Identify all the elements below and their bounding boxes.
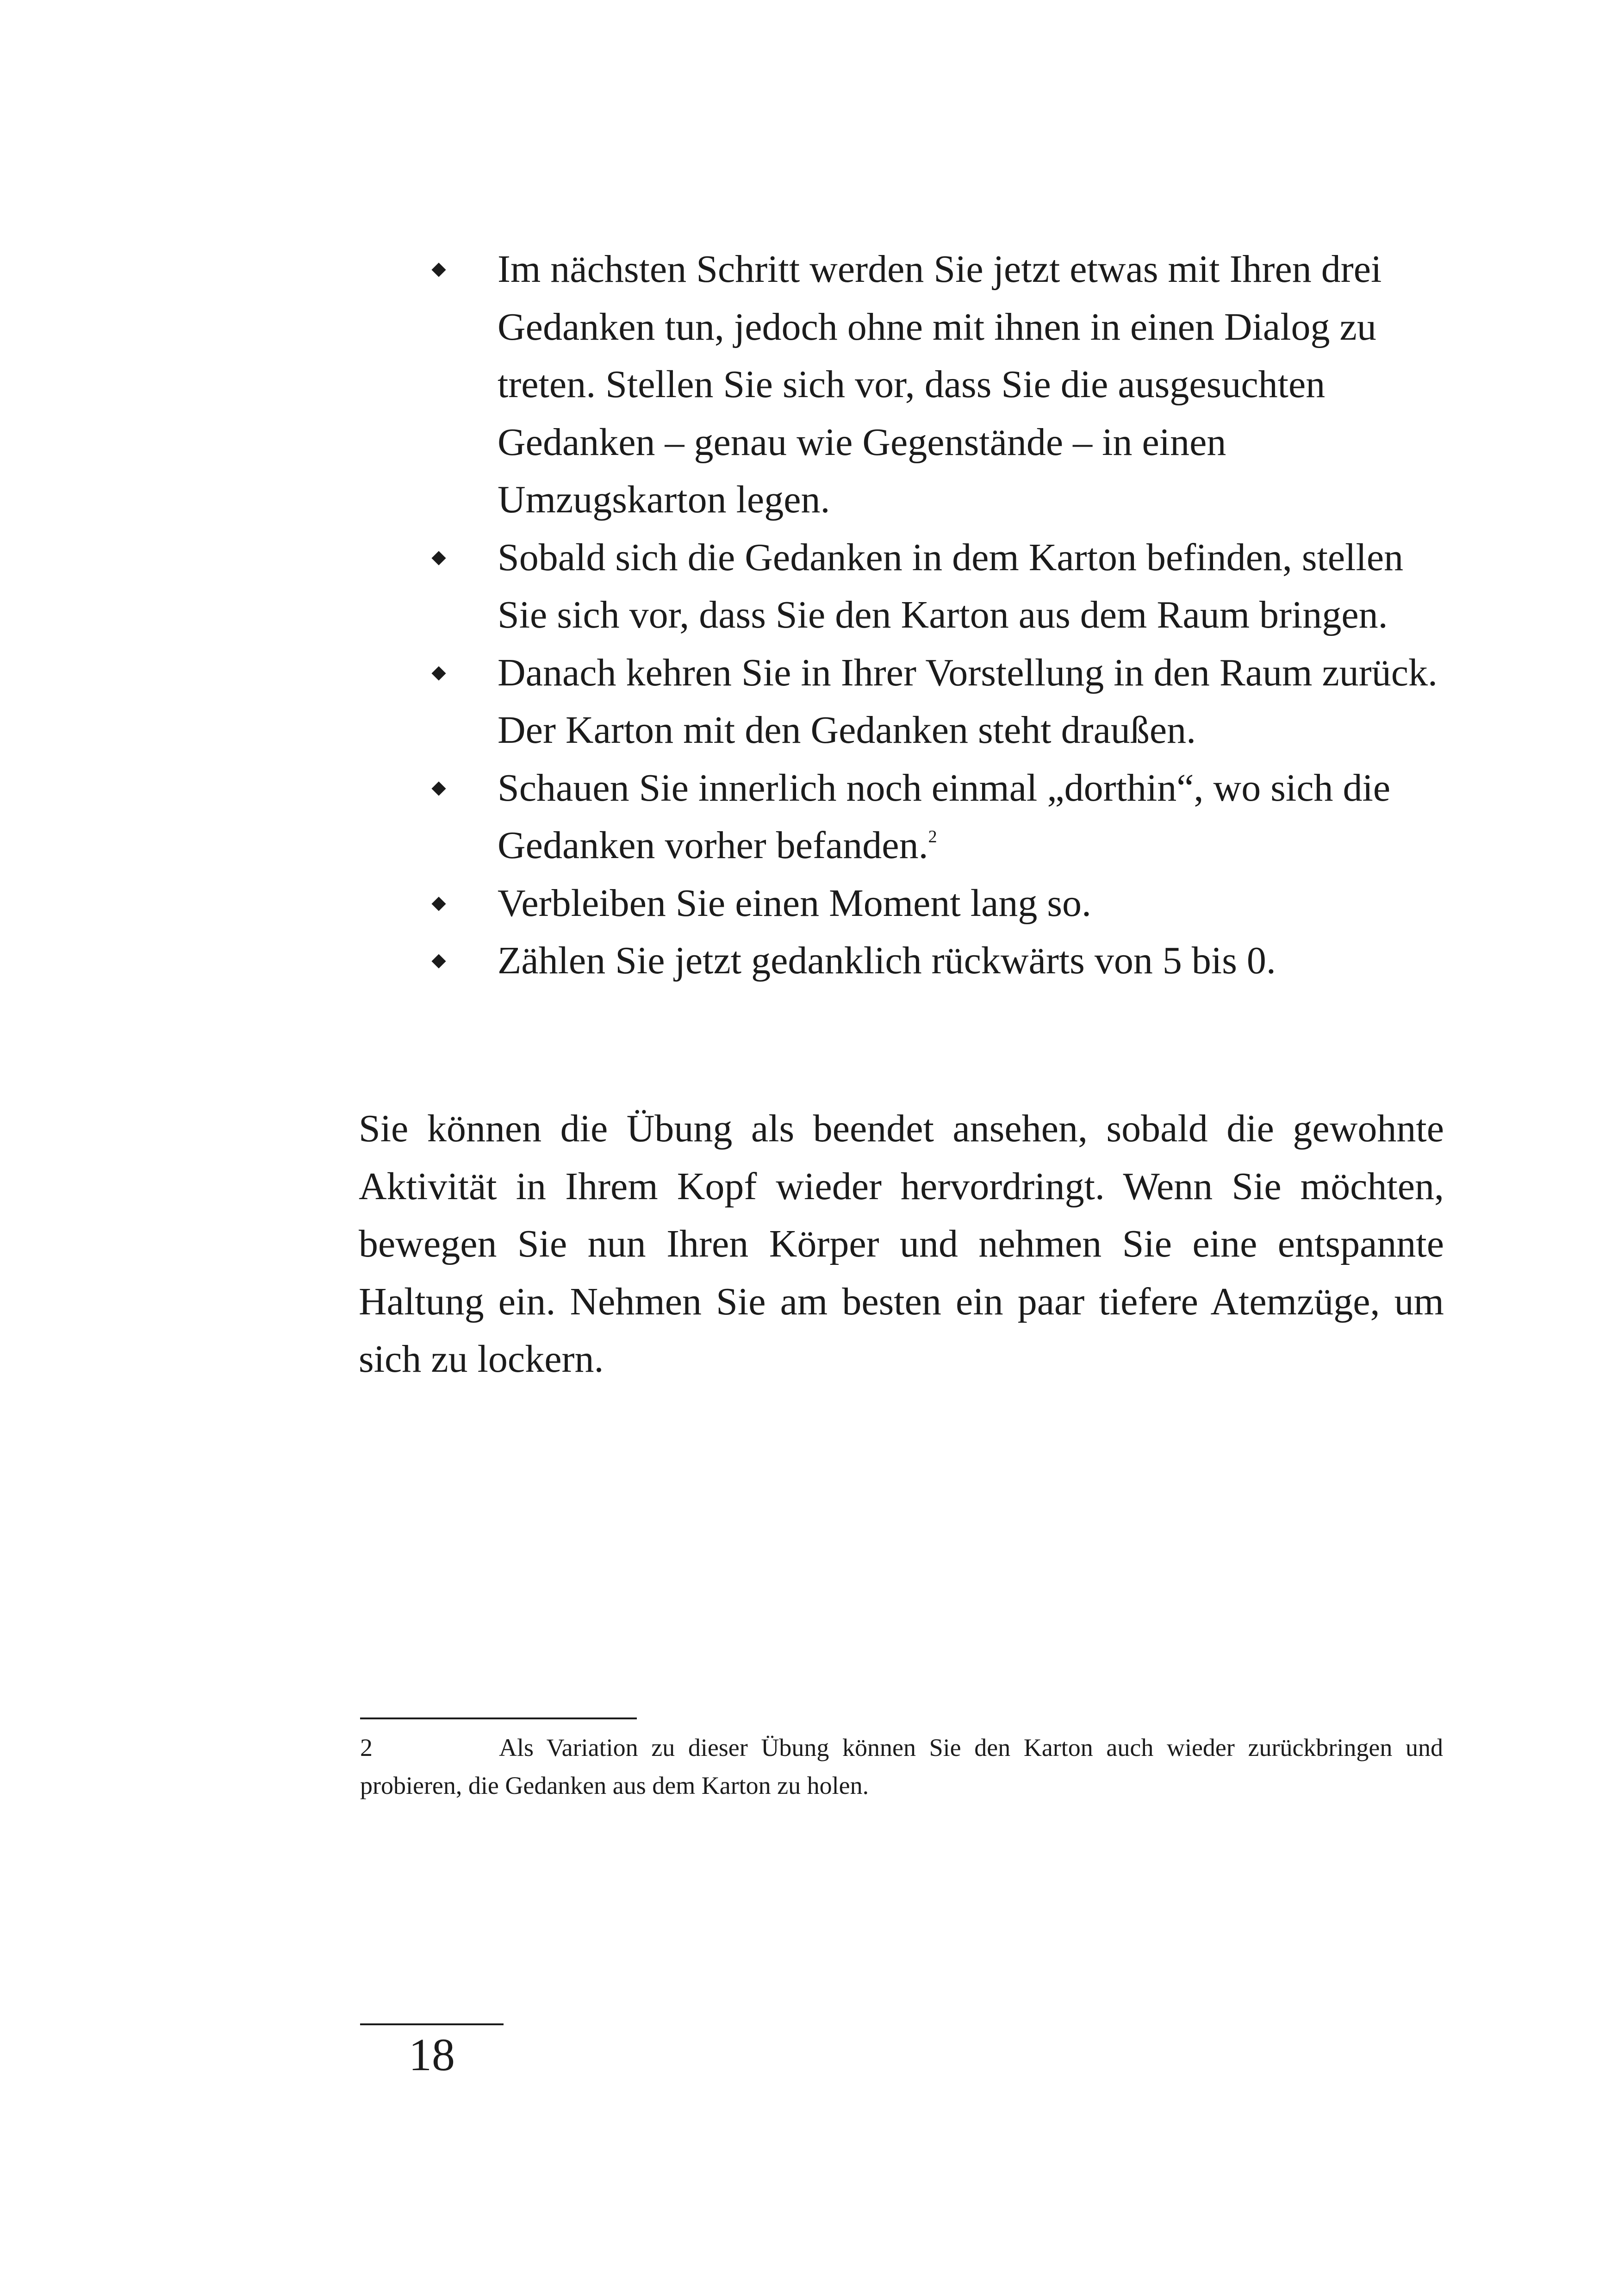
diamond-bullet-icon — [431, 551, 446, 565]
diamond-bullet-icon — [431, 954, 446, 968]
list-item — [426, 875, 1444, 933]
list-item-text: Verbleiben Sie einen Moment lang so. — [498, 881, 1092, 925]
list-item — [426, 241, 1444, 529]
diamond-bullet-icon — [431, 781, 446, 796]
footnote-text: Als Variation zu dieser Übung können Sie den Karton auch wieder zurückbringen und probieren, die Gedanken aus dem Karton zu holen. — [360, 1734, 1443, 1799]
page-number: 18 — [409, 2029, 455, 2080]
page-number-divider — [360, 2023, 504, 2025]
body-paragraph: Sie können die Übung als beendet ansehen, sobald die gewohnte Aktivität in Ihrem Kopf wieder hervordringt. Wenn Sie möchten, bewegen Sie nun Ihren Körper und nehmen Sie eine entspannte Haltung ein. Nehmen Sie am besten ein paar tiefere Atemzüge, um sich zu lockern. — [359, 1107, 1444, 1381]
diamond-bullet-icon — [431, 666, 446, 680]
diamond-bullet-icon — [431, 262, 446, 277]
exercise-step-list — [426, 241, 1444, 990]
list-item — [426, 644, 1444, 759]
list-item — [426, 759, 1444, 875]
list-item-text: Danach kehren Sie in Ihrer Vorstellung in den Raum zurück. Der Karton mit den Gedanken steht draußen. — [498, 651, 1438, 752]
footnote-number: 2 — [360, 1734, 373, 1761]
list-item — [426, 932, 1444, 990]
list-item — [426, 529, 1444, 644]
footnote — [360, 1729, 1443, 1804]
list-item-text: Im nächsten Schritt werden Sie jetzt etwas mit Ihren drei Gedanken tun, jedoch ohne mit ihnen in einen Dialog zu treten. Stellen Sie sich vor, dass Sie die ausgesuchten Gedanken – genau wie Gegenstände – in einen Umzugskarton legen. — [498, 248, 1382, 521]
diamond-bullet-icon — [431, 896, 446, 911]
footnote-divider — [360, 1717, 637, 1719]
footnote-reference: 2 — [928, 827, 937, 846]
list-item-text: Zählen Sie jetzt gedanklich rückwärts von 5 bis 0. — [498, 939, 1276, 982]
list-item-text: Schauen Sie innerlich noch einmal „dorthin“, wo sich die Gedanken vorher befanden. — [498, 766, 1391, 867]
list-item-text: Sobald sich die Gedanken in dem Karton befinden, stellen Sie sich vor, dass Sie den Karton aus dem Raum bringen. — [498, 535, 1404, 636]
